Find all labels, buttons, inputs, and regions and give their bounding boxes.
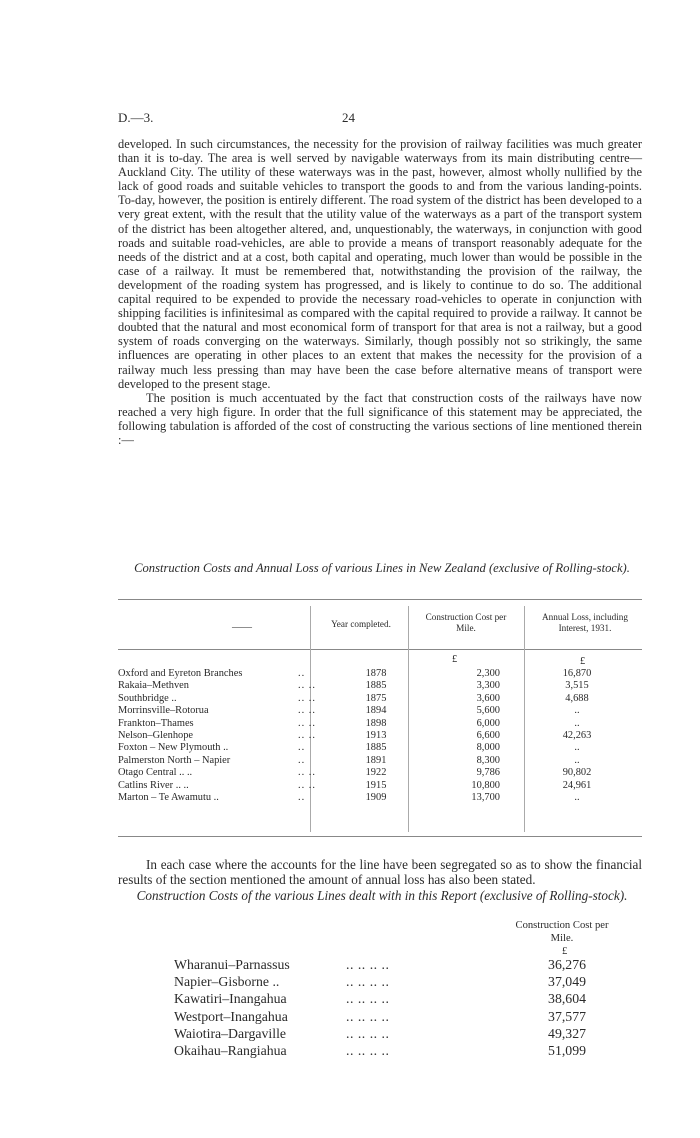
line-name: Frankton–Thames: [118, 717, 194, 729]
line-name: Palmerston North – Napier: [118, 754, 231, 766]
table1-caption: Construction Costs and Annual Loss of various Lines in New Zealand (exclusive of Rolling-stock).: [134, 561, 630, 575]
line-name: Rakaia–Methven: [118, 680, 189, 692]
leader-dots: .. ..: [298, 717, 316, 729]
line-name: Morrinsville–Rotorua: [118, 705, 209, 717]
cost-per-mile: 8,000: [476, 742, 500, 754]
year-completed: 1885: [365, 742, 387, 754]
line-name: Foxton – New Plymouth ..: [118, 742, 229, 754]
table-row: [118, 730, 642, 742]
line-name: Wharanui–Parnassus: [174, 957, 290, 972]
leader-dots: .. .. .. ..: [346, 991, 390, 1007]
year-completed: 1878: [365, 668, 387, 679]
year-completed: 1891: [365, 754, 387, 766]
table-row: [174, 974, 624, 989]
leader-dots: .. ..: [298, 680, 316, 692]
cost-per-mile: 37,049: [548, 974, 586, 990]
year-completed: 1913: [365, 730, 387, 741]
table-row: [174, 957, 624, 972]
cost-per-mile: 8,300: [476, 754, 500, 766]
table-row: [118, 792, 642, 804]
annual-loss: ..: [574, 742, 580, 754]
cost-per-mile: 10,800: [471, 779, 500, 791]
annual-loss: 3,515: [565, 680, 589, 692]
leader-dots: .. ..: [298, 767, 316, 779]
table1-header-year: Year completed.: [331, 619, 391, 629]
leader-dots: .. .. .. ..: [346, 1043, 390, 1058]
line-name: Otago Central .. ..: [118, 767, 193, 779]
line-name: Kawatiri–Inangahua: [174, 991, 287, 1007]
table1-top-rule: [118, 599, 642, 600]
line-name: Okaihau–Rangiahua: [174, 1043, 287, 1058]
table2-caption: Construction Costs of the various Lines dealt with in this Report (exclusive of Rolling-stock).: [136, 888, 628, 903]
line-name: Waiotira–Dargaville: [174, 1025, 287, 1041]
annual-loss: ..: [574, 792, 580, 803]
table1-bottom-rule: [118, 836, 642, 837]
table-row: [118, 755, 642, 767]
leader-dots: ..: [298, 792, 306, 803]
page-number: 24: [342, 110, 355, 125]
line-name: Nelson–Glenhope: [118, 730, 194, 741]
paragraph-construction-costs: The position is much accentuated by the fact that construction costs of the railways have now reached a very high figure. In order that the full significance of this statement may be appreciated, the following tabulation is afforded of the cost of constructing the various sections of line mentioned therein :—: [118, 390, 642, 447]
table-row: [118, 767, 642, 779]
table1-header-rule: [118, 649, 642, 650]
leader-dots: .. .. .. ..: [346, 957, 390, 972]
year-completed: 1885: [365, 680, 387, 692]
year-completed: 1898: [365, 717, 387, 729]
leader-dots: .. .. .. ..: [346, 1008, 390, 1024]
body-text-block: [118, 137, 642, 447]
cost-per-mile: 9,786: [476, 767, 500, 779]
table-row: [118, 718, 642, 730]
cost-per-mile: 2,300: [476, 668, 500, 679]
cost-per-mile: 6,600: [476, 730, 500, 741]
annual-loss: 42,263: [562, 730, 592, 741]
cost-per-mile: 13,700: [471, 792, 500, 803]
paragraph-accounts: In each case where the accounts for the line have been segregated so as to show the financial results of the section mentioned the amount of annual loss has also been stated.: [118, 857, 642, 887]
leader-dots: .. .. .. ..: [346, 974, 390, 990]
annual-loss: ..: [574, 717, 580, 729]
annual-loss: 24,961: [562, 779, 592, 791]
document-reference: D.—3.: [118, 110, 154, 125]
line-name: Oxford and Eyreton Branches: [118, 668, 243, 679]
table2-currency: £: [562, 946, 568, 957]
leader-dots: ..: [298, 754, 306, 766]
year-completed: 1922: [365, 767, 387, 779]
year-completed: 1894: [365, 705, 387, 717]
cost-per-mile: 3,600: [476, 692, 500, 704]
leader-dots: .. ..: [298, 692, 316, 704]
cost-per-mile: 51,099: [548, 1043, 586, 1058]
table-row: [174, 1009, 624, 1024]
leader-dots: ..: [298, 742, 306, 754]
table-row: [118, 693, 642, 705]
leader-dots: .. .. .. ..: [346, 1025, 390, 1041]
year-completed: 1909: [365, 792, 387, 803]
leader-dots: .. ..: [298, 779, 316, 791]
cost-per-mile: 38,604: [548, 991, 586, 1007]
year-completed: 1875: [365, 692, 387, 704]
table-row: [118, 705, 642, 717]
table2-header-cost: Construction Cost per Mile.: [515, 920, 609, 944]
cost-per-mile: 36,276: [548, 957, 586, 972]
table1-currency-loss: £: [580, 656, 586, 667]
table-row: [118, 680, 642, 692]
leader-dots: ..: [298, 668, 306, 679]
cost-per-mile: 49,327: [548, 1025, 586, 1041]
paragraph-developed: developed. In such circumstances, the necessity for the provision of railway facilities was much greater than it is to-day. The area is well served by navigable waterways from its main distributing centre—Auckland City. The utility of these waterways was in the past, however, almost wholly nullified by the lack of good roads and suitable vehicles to transport the goods to and from the various landing-points. To-day, however, the position is entirely different. The road system of the district has been developed to a very great extent, with the result that the utility value of the waterways as a part of the transport system of the district has been altogether altered, and, unquestionably, the waterways, in conjunction with good roads and suitable road-vehicles, are able to provide a means of transport reasonably adequate for the needs of the district and at a cost, both capital and operating, much lower than would be possible in the case of a railway. It must be remembered that, notwithstanding the provision of the railway, the development of the roading system has progressed, and is likely to continue to do so. The additional capital required to be expended to provide the necessary road-vehicles to operate in conjunction with shipping facilities is infinitesimal as compared with the capital required to provide a railway. It cannot be doubted that the natural and most economical form of transport for that area is not a railway, but a good system of roads converging on the waterways. Similarly, though possibly not so strikingly, the same influences are operating in other places to an extent that makes the necessity for the provision of a railway much less pressing than may have been the case before alternative means of transport were developed to the present stage.: [118, 137, 642, 391]
table-row: [118, 742, 642, 754]
cost-per-mile: 3,300: [476, 680, 500, 692]
line-name: Marton – Te Awamutu ..: [118, 792, 219, 803]
line-name: Westport–Inangahua: [174, 1008, 288, 1024]
annual-loss: ..: [574, 754, 580, 766]
leader-dots: .. ..: [298, 705, 316, 717]
table-row: [174, 991, 624, 1006]
table1-header-cost: Construction Cost per Mile.: [425, 612, 507, 633]
cost-per-mile: 5,600: [476, 705, 500, 717]
cost-per-mile: 6,000: [476, 717, 500, 729]
table-row: [118, 668, 642, 680]
line-name: Napier–Gisborne ..: [174, 974, 280, 990]
table1-header-loss: Annual Loss, including Interest, 1931.: [542, 612, 628, 633]
table-row: [174, 1026, 624, 1041]
annual-loss: 16,870: [562, 668, 592, 679]
body-text-block: [118, 857, 642, 887]
table-row: [174, 1043, 624, 1058]
leader-dots: .. ..: [298, 730, 316, 741]
annual-loss: ..: [574, 705, 580, 717]
line-name: Southbridge ..: [118, 692, 177, 704]
cost-per-mile: 37,577: [548, 1008, 586, 1024]
table1-header-line-name: ——: [232, 622, 252, 633]
table-row: [118, 780, 642, 792]
table1-currency-cost: £: [452, 654, 458, 665]
annual-loss: 4,688: [565, 692, 589, 704]
line-name: Catlins River .. ..: [118, 779, 189, 791]
year-completed: 1915: [365, 779, 387, 791]
annual-loss: 90,802: [562, 767, 592, 779]
